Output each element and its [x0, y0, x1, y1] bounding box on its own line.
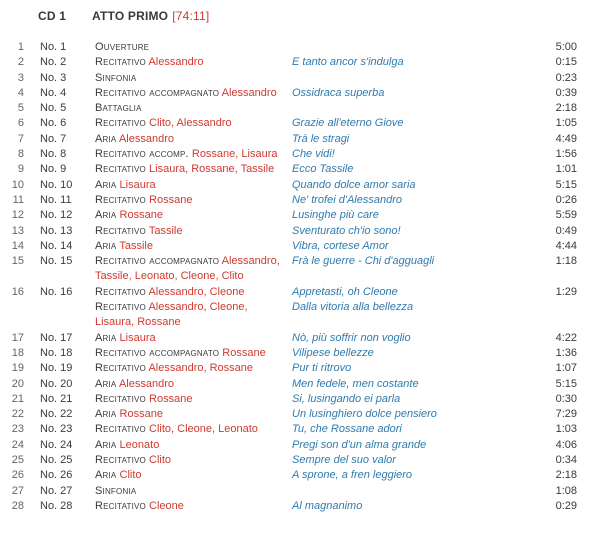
track-type-characters: [95, 331, 292, 346]
track-index: 8: [17, 148, 24, 161]
type-line: [95, 361, 292, 376]
act-title: [92, 9, 209, 23]
character-names: Tassile, Leonato, Cleone, Clito: [95, 270, 244, 283]
incipit-line: Quando dolce amor saria: [292, 178, 416, 191]
type-label: Recitativo: [95, 499, 146, 512]
incipit-line: Frà le guerre - Chi d'agguagli: [292, 255, 435, 268]
track-type-characters: [95, 453, 292, 468]
incipit-line: Sempre del suo valor: [292, 454, 396, 467]
type-line: [95, 315, 292, 330]
track-duration: 4:06: [555, 438, 577, 451]
track-row: [0, 101, 600, 116]
type-line: [95, 40, 292, 55]
track-index: 1: [17, 41, 24, 53]
incipit-line: Tu, che Rossane adori: [292, 423, 402, 436]
character-names: Clito: [119, 469, 142, 482]
incipit-line: Trà le stragi: [292, 132, 350, 145]
type-label: Recitativo accompagnato: [95, 346, 220, 359]
character-names: Alessandro: [118, 377, 174, 390]
track-duration: 0:29: [555, 499, 577, 512]
track-row: [0, 346, 600, 361]
track-number: No. 9: [40, 163, 67, 176]
track-index: 11: [12, 193, 24, 206]
type-line: [95, 453, 292, 468]
track-index: 21: [11, 392, 24, 405]
track-row: [0, 331, 600, 346]
track-row: [0, 40, 600, 55]
track-incipit: [292, 224, 535, 239]
track-number: No. 24: [40, 438, 73, 451]
incipit-line: Men fedele, men costante: [292, 377, 419, 390]
type-label: Aria: [95, 408, 117, 421]
track-incipit: [292, 116, 535, 131]
track-list: [0, 40, 600, 514]
type-label: Sinfonia: [95, 484, 137, 497]
track-number: No. 17: [40, 331, 73, 344]
incipit-line: Ecco Tassile: [292, 163, 354, 176]
track-row: [0, 71, 600, 86]
character-names: Alessandro,: [221, 255, 280, 268]
track-number: No. 28: [40, 499, 73, 512]
incipit-line: Appretasti, oh Cleone: [292, 285, 398, 298]
incipit-line: E tanto ancor s'indulga: [292, 56, 404, 69]
type-label: Recitativo: [95, 423, 146, 436]
track-index: 14: [11, 239, 24, 252]
type-label: Recitativo: [95, 163, 146, 176]
incipit-line: Grazie all'eterno Giove: [292, 117, 404, 130]
track-row: [0, 254, 600, 285]
track-type-characters: [95, 40, 292, 55]
track-number: No. 23: [40, 423, 73, 436]
track-number: No. 3: [40, 71, 67, 84]
track-duration: 1:36: [555, 346, 577, 359]
type-line: [95, 193, 292, 208]
character-names: Tassile: [119, 239, 153, 252]
character-names: Alessandro, Rossane: [148, 362, 253, 375]
track-row: [0, 224, 600, 239]
track-type-characters: [95, 392, 292, 407]
track-row: [0, 468, 600, 483]
type-line: [95, 468, 292, 483]
type-label: Recitativo accomp.: [95, 148, 189, 161]
track-index: 7: [17, 132, 24, 145]
type-line: [95, 86, 292, 101]
type-line: [95, 331, 292, 346]
track-incipit: [292, 285, 535, 316]
incipit-line: Sventurato ch'io sono!: [292, 224, 401, 237]
track-duration: 2:18: [555, 469, 577, 482]
track-row: [0, 453, 600, 468]
track-number: No. 5: [40, 102, 67, 115]
character-names: Rossane: [149, 193, 193, 206]
track-row: [0, 239, 600, 254]
track-index: 26: [11, 469, 24, 482]
track-row: [0, 499, 600, 514]
track-index: 23: [11, 423, 24, 436]
incipit-line: Vilipese bellezze: [292, 346, 374, 359]
character-names: Lisaura, Rossane, Tassile: [149, 163, 275, 176]
track-index: 4: [17, 86, 24, 99]
incipit-line: Pregi son d'un alma grande: [292, 438, 427, 451]
track-incipit: [292, 361, 535, 376]
type-label: Aria: [95, 209, 117, 222]
track-duration: 0:30: [555, 392, 577, 405]
incipit-line: Dalla vitoria alla bellezza: [292, 301, 414, 314]
track-number: No. 21: [40, 392, 73, 405]
track-number: No. 2: [40, 56, 67, 69]
track-index: 10: [11, 178, 24, 191]
track-row: [0, 392, 600, 407]
character-names: Rossane: [149, 392, 193, 405]
incipit-line: Nò, più soffrir non voglio: [292, 331, 411, 344]
track-number: No. 14: [40, 239, 73, 252]
character-names: Clito: [149, 454, 172, 467]
track-incipit: [292, 55, 535, 70]
type-line: [95, 392, 292, 407]
type-label: Battaglia: [95, 102, 142, 115]
incipit-line: Ossidraca superba: [292, 86, 385, 99]
track-row: [0, 285, 600, 331]
track-type-characters: [95, 224, 292, 239]
track-type-characters: [95, 101, 292, 116]
track-row: [0, 147, 600, 162]
track-incipit: [292, 407, 535, 422]
track-duration: 0:23: [555, 71, 577, 84]
track-row: [0, 193, 600, 208]
track-type-characters: [95, 285, 292, 331]
character-names: Clito, Cleone, Leonato: [149, 423, 258, 436]
type-line: [95, 407, 292, 422]
track-number: No. 27: [40, 484, 73, 497]
track-incipit: [292, 239, 535, 254]
type-label: Recitativo: [95, 392, 146, 405]
track-number: No. 19: [40, 362, 73, 375]
track-incipit: [292, 132, 535, 147]
track-duration: 4:49: [555, 132, 577, 145]
track-row: [0, 438, 600, 453]
type-label: Aria: [95, 438, 117, 451]
track-duration: 0:49: [555, 224, 577, 237]
type-label: Recitativo accompagnato: [95, 255, 220, 268]
character-names: Alessandro: [148, 56, 204, 69]
type-label: Aria: [95, 469, 117, 482]
type-line: [95, 484, 292, 499]
type-label: Sinfonia: [95, 71, 137, 84]
character-names: Alessandro, Cleone,: [148, 301, 248, 314]
character-names: Lisaura, Rossane: [95, 316, 181, 329]
track-type-characters: [95, 71, 292, 86]
track-type-characters: [95, 55, 292, 70]
track-type-characters: [95, 422, 292, 437]
track-incipit: [292, 208, 535, 223]
track-type-characters: [95, 116, 292, 131]
track-number: No. 10: [40, 178, 73, 191]
character-names: Rossane: [119, 408, 163, 421]
track-duration: 4:22: [555, 331, 577, 344]
track-type-characters: [95, 208, 292, 223]
type-label: Recitativo: [95, 362, 146, 375]
track-type-characters: [95, 484, 292, 499]
track-incipit: [292, 468, 535, 483]
track-incipit: [292, 377, 535, 392]
track-index: 18: [11, 346, 24, 359]
type-label: Recitativo: [95, 117, 146, 130]
type-line: [95, 377, 292, 392]
track-duration: 0:15: [555, 56, 577, 69]
track-index: 28: [11, 499, 24, 512]
track-duration: 2:18: [555, 102, 577, 115]
type-line: [95, 208, 292, 223]
character-names: Rossane, Lisaura: [191, 148, 278, 161]
type-label: Aria: [95, 239, 117, 252]
track-number: No. 20: [40, 377, 73, 390]
track-number: No. 7: [40, 132, 67, 145]
character-names: Tassile: [148, 224, 183, 237]
track-index: 9: [17, 163, 24, 176]
track-row: [0, 178, 600, 193]
track-incipit: [292, 86, 535, 101]
track-incipit: [292, 346, 535, 361]
track-duration: 0:34: [555, 454, 577, 467]
track-row: [0, 422, 600, 437]
track-number: No. 22: [40, 408, 73, 421]
track-type-characters: [95, 193, 292, 208]
track-incipit: [292, 331, 535, 346]
track-duration: 0:26: [555, 193, 577, 206]
track-number: No. 11: [40, 193, 72, 206]
track-incipit: [292, 178, 535, 193]
track-index: 20: [11, 377, 24, 390]
track-type-characters: [95, 239, 292, 254]
character-names: Lisaura: [119, 178, 156, 191]
type-line: [95, 300, 292, 315]
type-label: Aria: [95, 331, 117, 344]
type-label: Recitativo: [95, 454, 146, 467]
track-row: [0, 484, 600, 499]
track-incipit: [292, 392, 535, 407]
type-line: [95, 178, 292, 193]
type-label: Recitativo: [95, 285, 146, 298]
track-type-characters: [95, 438, 292, 453]
track-index: 19: [11, 362, 24, 375]
track-number: No. 4: [40, 86, 67, 99]
track-number: No. 8: [40, 148, 67, 161]
track-type-characters: [95, 377, 292, 392]
type-line: [95, 269, 292, 284]
track-row: [0, 86, 600, 101]
track-duration: 1:08: [555, 484, 577, 497]
track-row: [0, 162, 600, 177]
character-names: Lisaura: [119, 331, 156, 344]
track-row: [0, 377, 600, 392]
character-names: Alessandro: [118, 132, 174, 145]
character-names: Clito, Alessandro: [149, 117, 232, 130]
track-type-characters: [95, 361, 292, 376]
track-duration: 1:29: [555, 285, 577, 298]
track-duration: 4:44: [555, 239, 577, 252]
track-row: [0, 361, 600, 376]
track-duration: 1:01: [555, 163, 577, 176]
track-index: 25: [11, 454, 24, 467]
track-number: No. 26: [40, 469, 73, 482]
track-index: 16: [11, 285, 24, 298]
track-duration: 0:39: [555, 86, 577, 99]
act-total-duration: [74:11]: [172, 9, 210, 23]
type-line: [95, 239, 292, 254]
track-type-characters: [95, 468, 292, 483]
track-incipit: [292, 422, 535, 437]
type-line: [95, 499, 292, 514]
track-index: 15: [11, 255, 24, 268]
incipit-line: Al magnanimo: [292, 499, 363, 512]
track-index: 24: [11, 438, 24, 451]
track-number: No. 1: [40, 41, 67, 53]
type-label: Recitativo: [95, 301, 146, 314]
track-incipit: [292, 193, 535, 208]
track-duration: 1:05: [555, 117, 577, 130]
track-number: No. 15: [40, 255, 73, 268]
track-row: [0, 407, 600, 422]
track-duration: 1:56: [555, 148, 577, 161]
track-index: 17: [11, 331, 24, 344]
type-label: Recitativo: [95, 193, 146, 206]
track-incipit: [292, 499, 535, 514]
track-type-characters: [95, 407, 292, 422]
track-type-characters: [95, 499, 292, 514]
type-label: Recitativo: [95, 224, 146, 237]
incipit-line: Un lusinghiero dolce pensiero: [292, 408, 437, 421]
incipit-line: Lusinghe più care: [292, 209, 379, 222]
type-label: Recitativo: [95, 56, 146, 69]
track-index: 12: [11, 209, 24, 222]
track-number: No. 18: [40, 346, 73, 359]
type-line: [95, 438, 292, 453]
track-row: [0, 208, 600, 223]
type-line: [95, 285, 292, 300]
type-label: Recitativo accompagnato: [95, 86, 220, 99]
type-line: [95, 147, 292, 162]
type-label: Aria: [95, 178, 117, 191]
type-label: Aria: [95, 377, 117, 390]
type-line: [95, 254, 292, 269]
track-duration: 7:29: [555, 408, 577, 421]
track-index: 13: [11, 224, 24, 237]
track-index: 6: [17, 117, 24, 130]
track-duration: 1:07: [555, 362, 577, 375]
incipit-line: Pur ti ritrovo: [292, 362, 352, 375]
track-type-characters: [95, 346, 292, 361]
character-names: Rossane: [119, 209, 163, 222]
track-incipit: [292, 147, 535, 162]
track-index: 2: [17, 56, 24, 69]
incipit-line: A sprone, a fren leggiero: [292, 469, 413, 482]
character-names: Alessandro, Cleone: [148, 285, 245, 298]
type-line: [95, 101, 292, 116]
track-row: [0, 116, 600, 131]
type-line: [95, 71, 292, 86]
type-label: Aria: [95, 132, 117, 145]
track-number: No. 6: [40, 117, 67, 130]
track-index: 3: [17, 71, 24, 84]
incipit-line: Che vidi!: [292, 148, 335, 161]
track-type-characters: [95, 254, 292, 285]
character-names: Rossane: [222, 346, 266, 359]
track-duration: 5:15: [555, 178, 577, 191]
cd-label: CD 1: [38, 9, 67, 23]
track-number: No. 12: [40, 209, 73, 222]
track-incipit: [292, 453, 535, 468]
track-incipit: [292, 162, 535, 177]
type-line: [95, 224, 292, 239]
type-line: [95, 116, 292, 131]
track-duration: 1:18: [555, 255, 577, 268]
track-index: 22: [11, 408, 24, 421]
incipit-line: Si, lusingando ei parla: [292, 392, 401, 405]
track-number: No. 25: [40, 454, 73, 467]
type-line: [95, 132, 292, 147]
track-type-characters: [95, 132, 292, 147]
track-type-characters: [95, 86, 292, 101]
header: [0, 9, 600, 23]
type-line: [95, 162, 292, 177]
incipit-line: Vibra, cortese Amor: [292, 239, 389, 252]
track-incipit: [292, 438, 535, 453]
type-line: [95, 346, 292, 361]
type-label: Ouverture: [95, 41, 150, 53]
character-names: Leonato: [119, 438, 160, 451]
track-number: No. 16: [40, 285, 73, 298]
track-row: [0, 132, 600, 147]
track-row: [0, 55, 600, 70]
act-title-text: ATTO PRIMO: [92, 9, 169, 23]
track-incipit: [292, 254, 535, 269]
character-names: Alessandro: [221, 86, 277, 99]
type-line: [95, 422, 292, 437]
track-type-characters: [95, 178, 292, 193]
character-names: Cleone: [149, 499, 184, 512]
track-duration: 5:00: [555, 41, 577, 53]
incipit-line: Ne' trofei d'Alessandro: [292, 193, 402, 206]
type-line: [95, 55, 292, 70]
track-number: No. 13: [40, 224, 73, 237]
track-index: 27: [11, 484, 24, 497]
track-type-characters: [95, 147, 292, 162]
track-duration: 1:03: [555, 423, 577, 436]
track-duration: 5:59: [555, 209, 577, 222]
track-duration: 5:15: [555, 377, 577, 390]
track-index: 5: [17, 102, 24, 115]
track-type-characters: [95, 162, 292, 177]
